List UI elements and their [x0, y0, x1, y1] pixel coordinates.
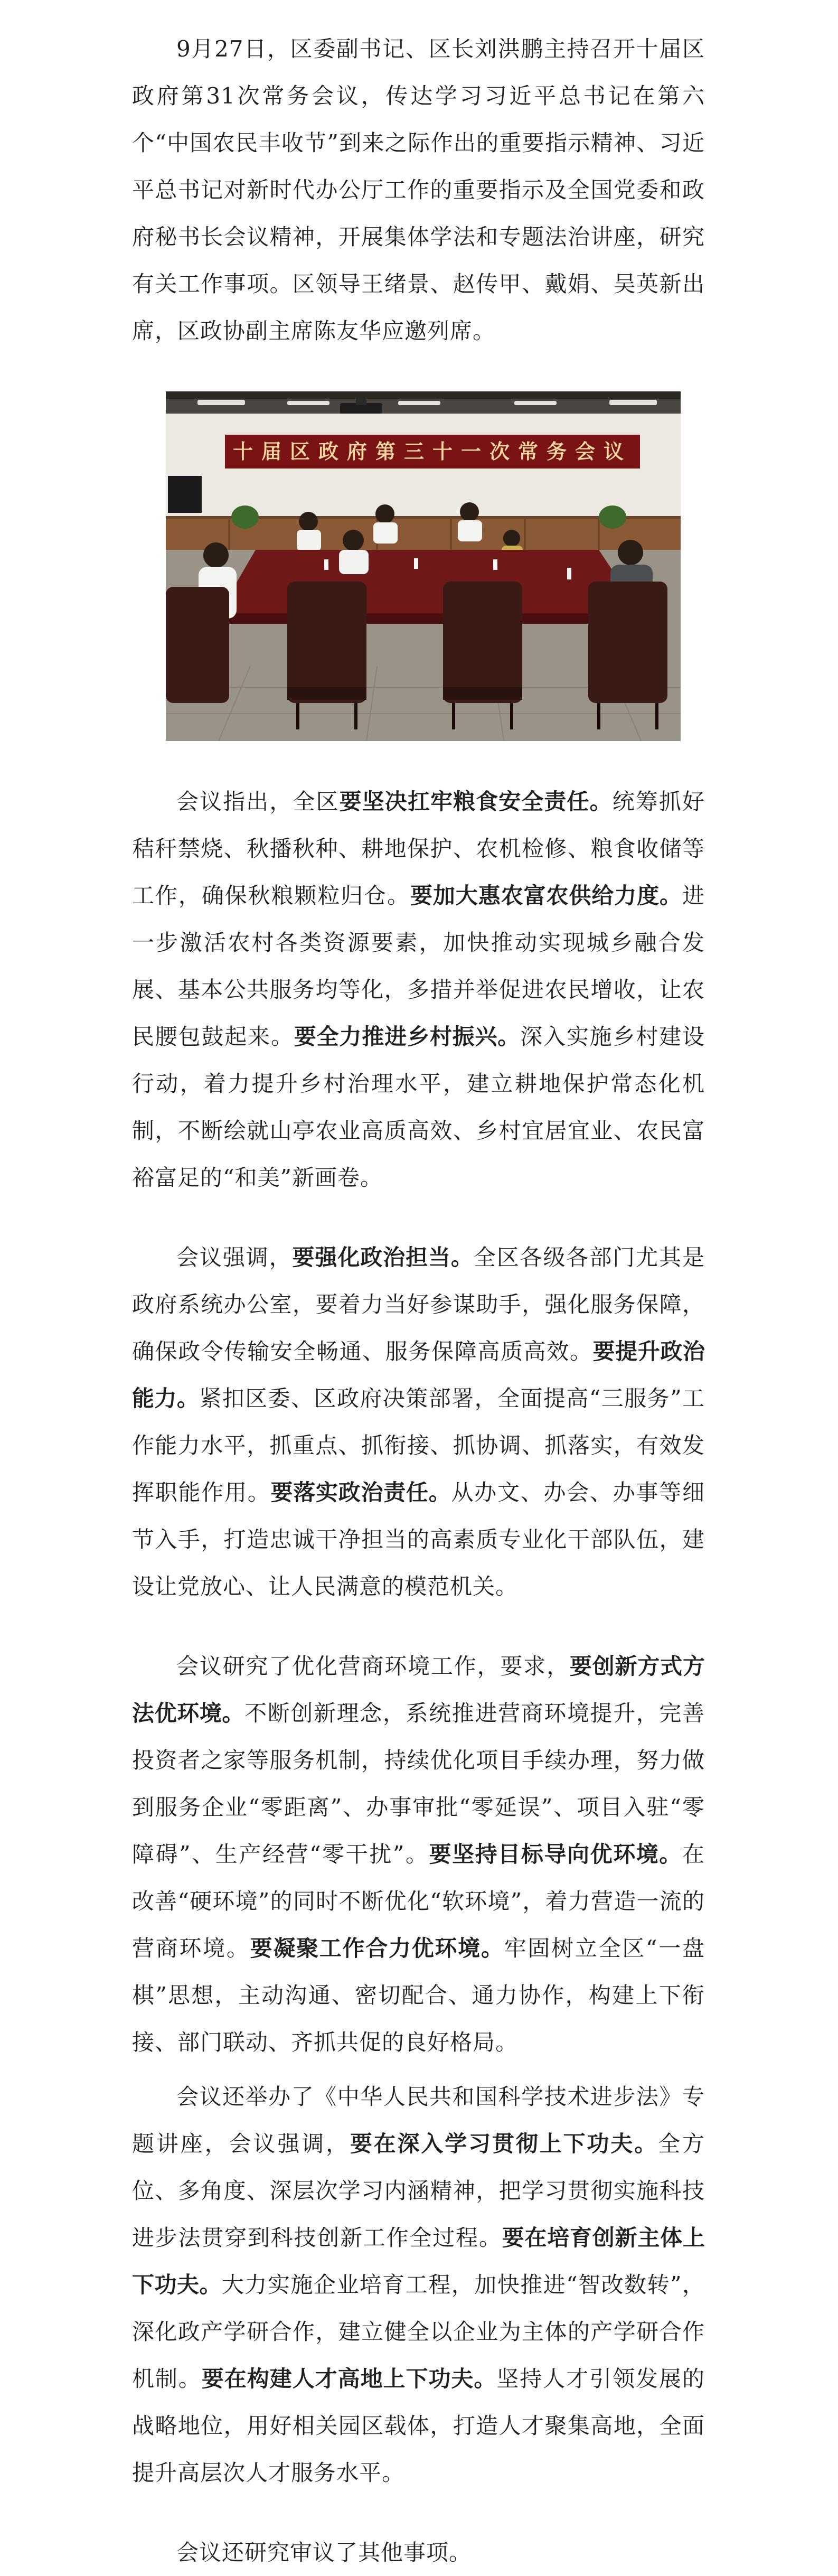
- emphasis-text: 要创新方式方法优环境。: [132, 1653, 705, 1726]
- article: [132, 25, 705, 2576]
- emphasis-text: 要落实政治责任。: [270, 1479, 451, 1505]
- banner-text: 十届区政府第三十一次常务会议: [232, 440, 633, 463]
- meeting-photo-illustration: [166, 391, 681, 741]
- emphasis-text: 要提升政治能力。: [132, 1338, 705, 1411]
- body-text: 紧扣区委、区政府决策部署，全面提高“三服务”工作能力水平，抓重点、抓衔接、抓协调、抓落实，有效发挥职能作用。: [132, 1385, 705, 1505]
- body-text: 坚持人才引领发展的战略地位，用好相关园区载体，打造人才聚集高地，全面提升高层次人才服务水平。: [132, 2366, 705, 2486]
- paragraph-political-responsibility: [132, 1234, 705, 1610]
- body-text: 9月27日，区委副书记、区长刘洪鹏主持召开十届区政府第31次常务会议，传达学习习近平总书记在第六个“中国农民丰收节”到来之际作出的重要指示精神、习近平总书记对新时代办公厅工作的重要指示及全国党委和政府秘书长会议精神，开展集体学法和专题法治讲座，研究有关工作事项。区领导王绪景、赵传甲、戴娟、吴英新出席，区政协副主席陈友华应邀列席。: [132, 36, 705, 344]
- body-text: 进一步激活农村各类资源要素，加快推动实现城乡融合发展、基本公共服务均等化，多措并举促进农民增收，让农民腰包鼓起来。: [132, 883, 705, 1050]
- paragraph-other-matters: [132, 2529, 705, 2576]
- body-text: 深入实施乡村建设行动，着力提升乡村治理水平，建立耕地保护常态化机制，不断绘就山亭农业高质高效、乡村宜居宜业、农民富裕富足的“和美”新画卷。: [132, 1024, 705, 1191]
- body-text: 会议强调，: [176, 1244, 293, 1270]
- body-text: 会议还举办了《中华人民共和国科学技术进步法》专题讲座，会议强调，: [132, 2084, 705, 2157]
- body-text: 大力实施企业培育工程，加快推进“智改数转”，深化政产学研合作，建立健全以企业为主体的产学研合作机制。: [132, 2272, 705, 2392]
- meeting-photo: [166, 391, 681, 741]
- paragraph-intro: [132, 25, 705, 354]
- emphasis-text: 要在深入学习贯彻上下功夫。: [350, 2131, 658, 2157]
- body-text: 会议还研究审议了其他事项。: [176, 2540, 472, 2565]
- emphasis-text: 要在构建人才高地上下功夫。: [201, 2366, 497, 2392]
- emphasis-text: 要强化政治担当。: [292, 1244, 474, 1270]
- paragraph-business-environment: [132, 1643, 705, 2066]
- emphasis-text: 要坚决扛牢粮食安全责任。: [339, 789, 613, 814]
- body-text: 不断创新理念，系统推进营商环境提升，完善投资者之家等服务机制，持续优化项目手续办理，努力做到服务企业“零距离”、办事审批“零延误”、项目入驻“零障碍”、生产经营“零干扰”。: [132, 1700, 705, 1867]
- emphasis-text: 要全力推进乡村振兴。: [294, 1024, 521, 1050]
- body-text: 会议研究了优化营商环境工作，要求，: [176, 1653, 570, 1679]
- paragraph-science-law-lecture: [132, 2073, 705, 2496]
- emphasis-text: 要在培育创新主体上下功夫。: [132, 2225, 705, 2298]
- body-text: 会议指出，全区: [176, 789, 340, 814]
- emphasis-text: 要加大惠农富农供给力度。: [410, 883, 682, 908]
- paragraph-grain-security: [132, 778, 705, 1201]
- emphasis-text: 要凝聚工作合力优环境。: [250, 1935, 504, 1961]
- body-text: 牢固树立全区“一盘棋”思想，主动沟通、密切配合、通力协作，构建上下衔接、部门联动、齐抓共促的良好格局。: [132, 1935, 705, 2055]
- body-text: 全方位、多角度、深层次学习内涵精神，把学习贯彻实施科技进步法贯穿到科技创新工作全过程。: [132, 2131, 705, 2251]
- body-text: 从办文、办会、办事等细节入手，打造忠诚干净担当的高素质专业化干部队伍，建设让党放心、让人民满意的模范机关。: [132, 1479, 705, 1599]
- body-text: 在改善“硬环境”的同时不断优化“软环境”，着力营造一流的营商环境。: [132, 1841, 705, 1961]
- body-text: 统筹抓好秸秆禁烧、秋播秋种、耕地保护、农机检修、粮食收储等工作，确保秋粮颗粒归仓。: [132, 789, 705, 908]
- body-text: 全区各级各部门尤其是政府系统办公室，要着力当好参谋助手，强化服务保障，确保政令传输安全畅通、服务保障高质高效。: [132, 1244, 705, 1364]
- emphasis-text: 要坚持目标导向优环境。: [429, 1841, 682, 1867]
